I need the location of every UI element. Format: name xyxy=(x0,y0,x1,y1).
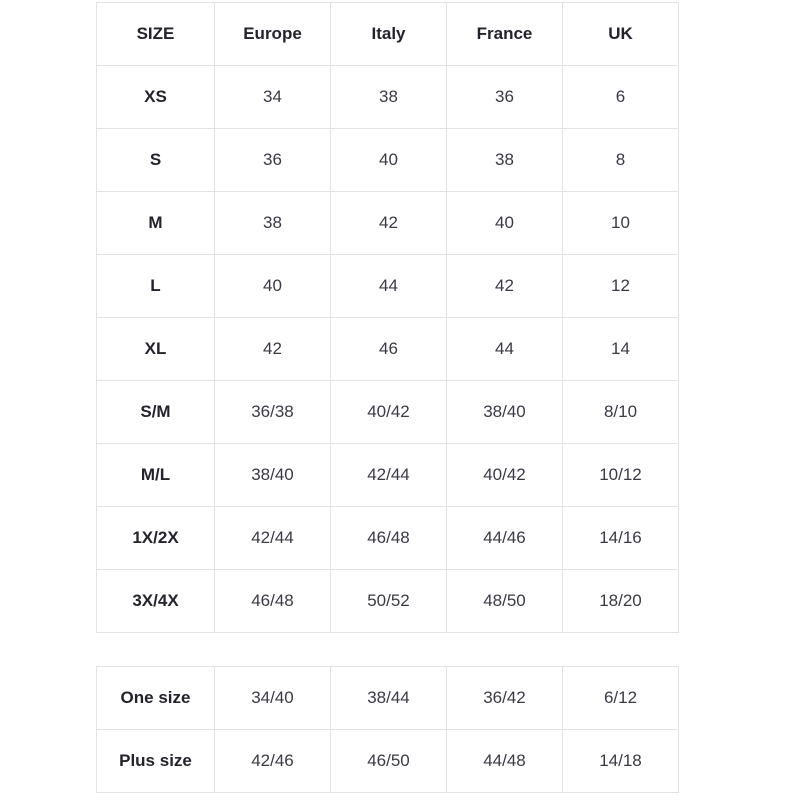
cell-europe: 38 xyxy=(215,192,331,255)
cell-uk: 10 xyxy=(563,192,679,255)
column-header-italy: Italy xyxy=(331,3,447,66)
cell-italy: 40/42 xyxy=(331,381,447,444)
one-size-table xyxy=(96,666,679,793)
column-header-uk: UK xyxy=(563,3,679,66)
cell-uk: 14/18 xyxy=(563,730,679,793)
cell-france: 38 xyxy=(447,129,563,192)
row-label: M/L xyxy=(97,444,215,507)
row-label: M xyxy=(97,192,215,255)
cell-europe: 34 xyxy=(215,66,331,129)
row-label: L xyxy=(97,255,215,318)
column-header-size: SIZE xyxy=(97,3,215,66)
table-row xyxy=(97,66,679,129)
table-row xyxy=(97,444,679,507)
cell-uk: 14/16 xyxy=(563,507,679,570)
table-header-row xyxy=(97,3,679,66)
cell-europe: 34/40 xyxy=(215,667,331,730)
cell-uk: 12 xyxy=(563,255,679,318)
cell-uk: 8/10 xyxy=(563,381,679,444)
table-row xyxy=(97,255,679,318)
cell-uk: 14 xyxy=(563,318,679,381)
cell-italy: 38/44 xyxy=(331,667,447,730)
cell-europe: 46/48 xyxy=(215,570,331,633)
main-size-table xyxy=(96,2,679,633)
cell-france: 38/40 xyxy=(447,381,563,444)
row-label: Plus size xyxy=(97,730,215,793)
row-label: XL xyxy=(97,318,215,381)
table-row xyxy=(97,570,679,633)
table-row xyxy=(97,507,679,570)
main-size-table-container xyxy=(96,2,678,633)
cell-italy: 42 xyxy=(331,192,447,255)
cell-europe: 40 xyxy=(215,255,331,318)
cell-france: 44/48 xyxy=(447,730,563,793)
cell-europe: 42 xyxy=(215,318,331,381)
cell-france: 36/42 xyxy=(447,667,563,730)
cell-france: 48/50 xyxy=(447,570,563,633)
cell-italy: 46 xyxy=(331,318,447,381)
cell-uk: 10/12 xyxy=(563,444,679,507)
cell-italy: 46/50 xyxy=(331,730,447,793)
table-row xyxy=(97,381,679,444)
table-row xyxy=(97,192,679,255)
row-label: S/M xyxy=(97,381,215,444)
row-label: 1X/2X xyxy=(97,507,215,570)
cell-france: 40/42 xyxy=(447,444,563,507)
one-size-table-container xyxy=(96,666,678,793)
cell-uk: 6 xyxy=(563,66,679,129)
row-label: 3X/4X xyxy=(97,570,215,633)
column-header-europe: Europe xyxy=(215,3,331,66)
table-row xyxy=(97,730,679,793)
cell-france: 40 xyxy=(447,192,563,255)
cell-france: 44/46 xyxy=(447,507,563,570)
row-label: One size xyxy=(97,667,215,730)
cell-italy: 42/44 xyxy=(331,444,447,507)
cell-italy: 40 xyxy=(331,129,447,192)
table-row xyxy=(97,318,679,381)
cell-uk: 18/20 xyxy=(563,570,679,633)
row-label: S xyxy=(97,129,215,192)
cell-europe: 36/38 xyxy=(215,381,331,444)
table-row xyxy=(97,129,679,192)
table-row xyxy=(97,667,679,730)
cell-france: 42 xyxy=(447,255,563,318)
cell-italy: 46/48 xyxy=(331,507,447,570)
cell-europe: 42/46 xyxy=(215,730,331,793)
cell-france: 44 xyxy=(447,318,563,381)
cell-uk: 6/12 xyxy=(563,667,679,730)
cell-uk: 8 xyxy=(563,129,679,192)
cell-france: 36 xyxy=(447,66,563,129)
cell-europe: 36 xyxy=(215,129,331,192)
cell-italy: 44 xyxy=(331,255,447,318)
column-header-france: France xyxy=(447,3,563,66)
cell-europe: 42/44 xyxy=(215,507,331,570)
cell-italy: 50/52 xyxy=(331,570,447,633)
cell-italy: 38 xyxy=(331,66,447,129)
cell-europe: 38/40 xyxy=(215,444,331,507)
row-label: XS xyxy=(97,66,215,129)
